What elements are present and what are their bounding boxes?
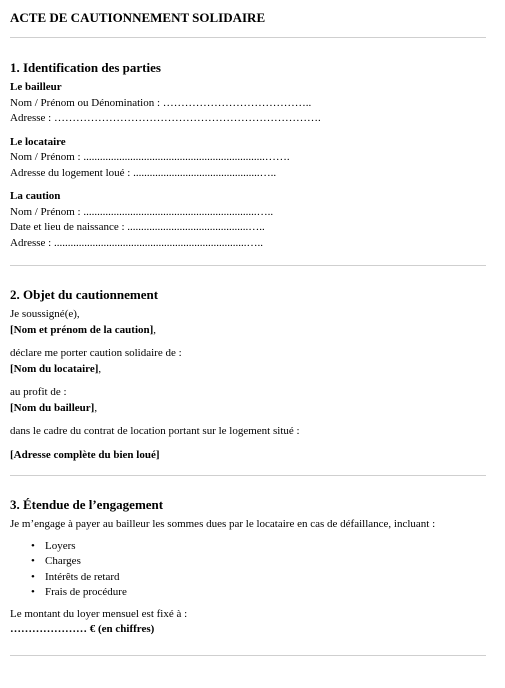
section-heading: 1. Identification des parties [10, 60, 161, 75]
section-heading: 2. Objet du cautionnement [10, 287, 159, 302]
rent-amount-field: ………………… € (en chiffres) [10, 623, 155, 636]
party-label: Le bailleur [10, 81, 62, 93]
divider [10, 265, 486, 266]
paragraph [10, 385, 486, 416]
placeholder-tenant-name: [Nom du locataire] [10, 362, 99, 375]
field-line: Date et lieu de naissance : ............................................….. [10, 221, 265, 233]
party-locataire [10, 135, 486, 182]
paragraph [10, 448, 486, 464]
field-line: Nom / Prénom : ..................................................................……. [10, 151, 290, 163]
section-identification [10, 59, 486, 259]
paragraph-text: Je m’engage à payer au bailleur les sommes dues par le locataire en cas de défaillance, incluant : [10, 518, 436, 530]
paragraph [10, 346, 486, 377]
list-item: • Loyers [45, 539, 486, 555]
punctuation: , [98, 362, 102, 375]
section-etendue [10, 496, 486, 638]
list-item: • Frais de procédure [45, 585, 486, 601]
paragraph [10, 424, 486, 440]
list-item: • Charges [45, 554, 486, 570]
punctuation: , [94, 401, 98, 414]
section-heading: 3. Étendue de l’engagement [10, 497, 164, 512]
party-bailleur [10, 80, 486, 127]
paragraph-text: déclare me porter caution solidaire de : [10, 347, 182, 359]
paragraph [10, 307, 486, 338]
field-line: Nom / Prénom : ...............................................................….. [10, 205, 274, 218]
divider [10, 475, 486, 476]
party-label: La caution [10, 190, 61, 202]
list-item: • Intérêts de retard [45, 570, 486, 586]
paragraph-text [10, 362, 486, 378]
placeholder-address: [Adresse complète du bien loué] [10, 448, 160, 461]
field-line: Adresse du logement loué : ..............................................….. [10, 166, 277, 179]
party-label: Le locataire [10, 135, 66, 148]
divider [10, 655, 486, 656]
field-line: Adresse : ………………………………………………………………. [10, 112, 321, 124]
paragraph-text: au profit de : [10, 386, 67, 398]
section-objet [10, 286, 486, 463]
punctuation: , [153, 323, 157, 336]
paragraph-text [10, 401, 486, 417]
paragraph-text: Le montant du loyer mensuel est fixé à : [10, 607, 188, 620]
field-line: Adresse : ......................................................................….. [10, 236, 263, 249]
paragraph-text: dans le cadre du contrat de location portant sur le logement situé : [10, 425, 300, 437]
placeholder-landlord-name: [Nom du bailleur] [10, 401, 95, 414]
paragraph-text: Je soussigné(e), [10, 308, 80, 320]
party-caution [10, 189, 486, 251]
paragraph-text [10, 323, 486, 339]
coverage-list [10, 539, 486, 601]
divider [10, 37, 486, 38]
field-line: Nom / Prénom ou Dénomination : ………………………………….. [10, 96, 312, 109]
placeholder-caution-name: [Nom et prénom de la caution] [10, 323, 154, 336]
document-title: ACTE DE CAUTIONNEMENT SOLIDAIRE [10, 10, 266, 25]
